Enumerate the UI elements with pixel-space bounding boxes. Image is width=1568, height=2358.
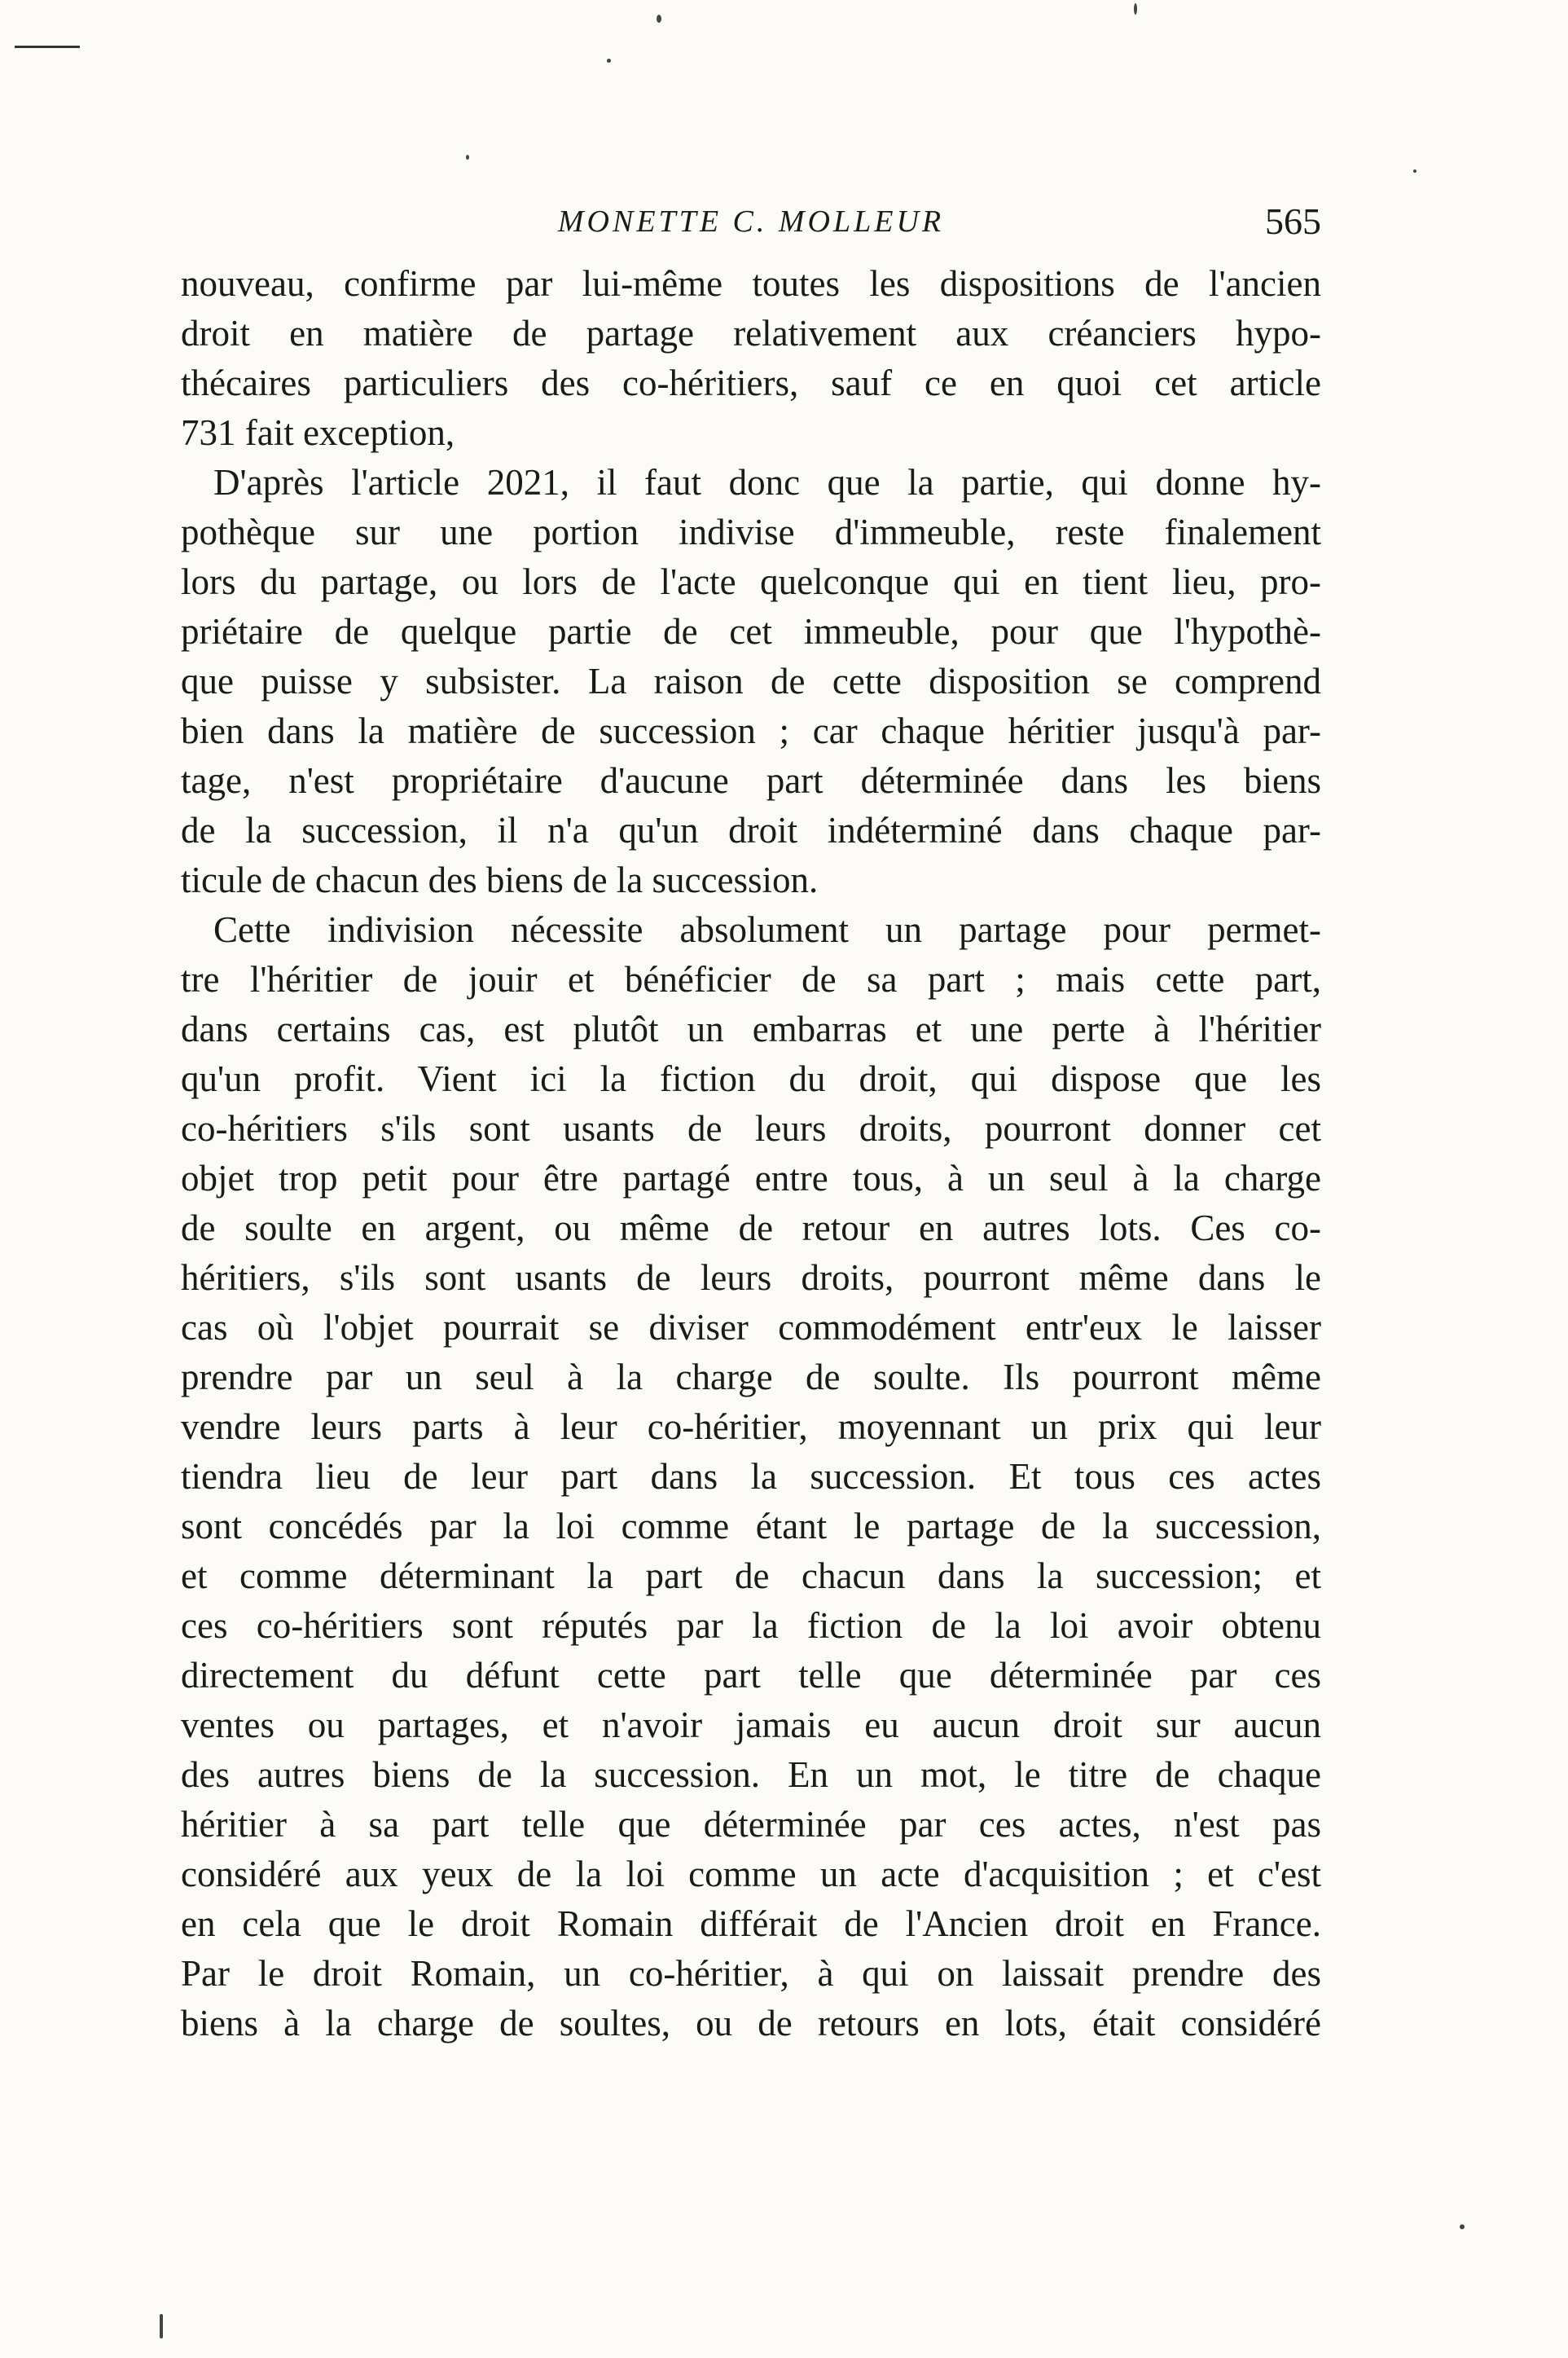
scan-speck [607, 59, 611, 63]
text-line: héritiers, s'ils sont usants de leurs droits, pourront même dans le [181, 1257, 1321, 1298]
text-line: cas où l'objet pourrait se diviser commodément entr'eux le laisser [181, 1307, 1321, 1348]
text-line: ticule de chacun des biens de la succession. [181, 860, 819, 900]
text-line: lors du partage, ou lors de l'acte quelconque qui en tient lieu, pro- [181, 561, 1321, 602]
text-line: biens à la charge de soultes, ou de retours en lots, était considéré [181, 2003, 1321, 2043]
text-line: pothèque sur une portion indivise d'immeuble, reste finalement [181, 512, 1321, 552]
text-line: Cette indivision nécessite absolument un partage pour permet- [213, 909, 1321, 950]
text-line: Par le droit Romain, un co-héritier, à qui on laissait prendre des [181, 1953, 1321, 1994]
text-line: ventes ou partages, et n'avoir jamais eu aucun droit sur aucun [181, 1705, 1321, 1745]
text-line: objet trop petit pour être partagé entre tous, à un seul à la charge [181, 1158, 1321, 1199]
running-head [181, 197, 1321, 246]
scan-speck [1134, 3, 1137, 15]
text-line: ces co-héritiers sont réputés par la fiction de la loi avoir obtenu [181, 1605, 1321, 1646]
page-number: 565 [1265, 200, 1321, 242]
text-line: considéré aux yeux de la loi comme un acte d'acquisition ; et c'est [181, 1854, 1321, 1894]
text-line: tiendra lieu de leur part dans la succession. Et tous ces actes [181, 1456, 1321, 1497]
text-line: qu'un profit. Vient ici la fiction du droit, qui dispose que les [181, 1058, 1321, 1099]
text-line: droit en matière de partage relativement aux créanciers hypo- [181, 313, 1321, 354]
text-line: tage, n'est propriétaire d'aucune part déterminée dans les biens [181, 760, 1321, 801]
text-line: héritier à sa part telle que déterminée par ces actes, n'est pas [181, 1804, 1321, 1845]
text-line: des autres biens de la succession. En un mot, le titre de chaque [181, 1754, 1321, 1795]
text-line: directement du défunt cette part telle que déterminée par ces [181, 1655, 1321, 1696]
body-text [181, 259, 1321, 2048]
text-line: dans certains cas, est plutôt un embarras et une perte à l'héritier [181, 1009, 1321, 1049]
text-line: vendre leurs parts à leur co-héritier, moyennant un prix qui leur [181, 1406, 1321, 1447]
scan-speck [1413, 169, 1416, 173]
running-title: MONETTE C. MOLLEUR [557, 205, 945, 239]
text-line: que puisse y subsister. La raison de cette disposition se comprend [181, 661, 1321, 702]
text-line: de soulte en argent, ou même de retour en autres lots. Ces co- [181, 1208, 1321, 1248]
text-line: D'après l'article 2021, il faut donc que la partie, qui donne hy- [213, 462, 1321, 503]
text-line: co-héritiers s'ils sont usants de leurs droits, pourront donner cet [181, 1108, 1321, 1149]
text-line: et comme déterminant la part de chacun dans la succession; et [181, 1555, 1321, 1596]
text-line: bien dans la matière de succession ; car chaque héritier jusqu'à par- [181, 710, 1321, 751]
scan-speck [1460, 2224, 1465, 2229]
text-line: prendre par un seul à la charge de soulte. Ils pourront même [181, 1357, 1321, 1397]
text-line: thécaires particuliers des co-héritiers, sauf ce en quoi cet article [181, 363, 1321, 403]
scan-speck [657, 15, 661, 23]
text-line: de la succession, il n'a qu'un droit indéterminé dans chaque par- [181, 810, 1321, 851]
top-rule [15, 46, 80, 48]
text-line: en cela que le droit Romain différait de l'Ancien droit en France. [181, 1903, 1321, 1944]
text-line: tre l'héritier de jouir et bénéficier de sa part ; mais cette part, [181, 959, 1321, 1000]
text-line: 731 fait exception, [181, 412, 455, 453]
text-line: sont concédés par la loi comme étant le partage de la succession, [181, 1506, 1321, 1546]
scan-speck [160, 2314, 163, 2338]
scan-speck [466, 155, 469, 160]
text-line: nouveau, confirme par lui-même toutes les dispositions de l'ancien [181, 263, 1321, 304]
text-line: priétaire de quelque partie de cet immeuble, pour que l'hypothè- [181, 611, 1321, 652]
